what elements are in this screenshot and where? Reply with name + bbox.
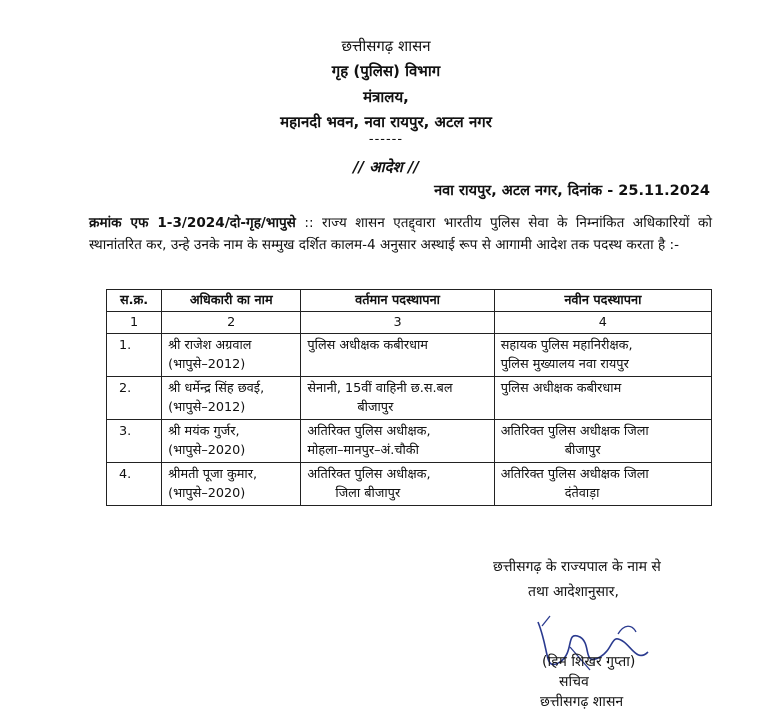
order-title: // आदेश // [353,158,419,176]
current-posting: अतिरिक्त पुलिस अधीक्षक, [307,467,431,482]
signatory-designation: सचिव [559,674,589,690]
new-posting-line2: पुलिस मुख्यालय नवा रायपुर [500,357,629,372]
table-header-row [107,290,712,312]
current-posting-line2: जिला बीजापुर [335,486,401,501]
table-row [107,420,712,463]
col-number: 1 [107,312,162,334]
row-serial: 4. [107,463,162,506]
order-paragraph [89,212,712,256]
officer-name: श्रीमती पूजा कुमार, [168,467,258,482]
ministry-label: मंत्रालय, [363,88,409,106]
current-posting: पुलिस अधीक्षक कबीरधाम [307,338,428,353]
col-header-new-posting: नवीन पदस्थापना [494,290,711,312]
officer-batch: (भापुसे–2020) [168,486,246,501]
current-posting: सेनानी, 15वीं वाहिनी छ.स.बल [307,381,453,396]
new-posting-cell [494,463,711,506]
column-number-row [107,312,712,334]
order-reference: क्रमांक एफ 1-3/2024/दो-गृह/भापुसे [89,215,296,231]
header-divider: ------ [368,132,404,147]
handwritten-signature [520,612,670,682]
officer-cell [162,377,301,420]
address-line: महानदी भवन, नवा रायपुर, अटल नगर [280,113,492,131]
officer-name: श्री धर्मेन्द्र सिंह छवई, [168,381,265,396]
transfer-table [106,289,712,506]
officer-batch: (भापुसे–2020) [168,443,246,458]
current-posting-cell [301,334,494,377]
current-posting-line2: बीजापुर [357,400,394,415]
signatory-government: छत्तीसगढ़ शासन [540,694,624,710]
new-posting-line2: दंतेवाड़ा [564,486,600,501]
col-number: 4 [494,312,711,334]
officer-batch: (भापुसे–2012) [168,400,246,415]
signature-authority-line2: तथा आदेशानुसार, [528,584,619,600]
signature-authority-line1: छत्तीसगढ़ के राज्यपाल के नाम से [493,559,661,575]
current-posting-cell [301,377,494,420]
current-posting: अतिरिक्त पुलिस अधीक्षक, [307,424,431,439]
officer-cell [162,420,301,463]
new-posting: पुलिस अधीक्षक कबीरधाम [500,381,622,396]
officer-cell [162,334,301,377]
table-row [107,377,712,420]
department-name: गृह (पुलिस) विभाग [331,62,441,80]
officer-batch: (भापुसे–2012) [168,357,246,372]
col-number: 3 [301,312,494,334]
table-row [107,334,712,377]
officer-name: श्री राजेश अग्रवाल [168,338,252,353]
col-number: 2 [162,312,301,334]
new-posting-cell [494,377,711,420]
new-posting-cell [494,420,711,463]
officer-cell [162,463,301,506]
current-posting-cell [301,463,494,506]
current-posting-cell [301,420,494,463]
place-date-line: नवा रायपुर, अटल नगर, दिनांक - 25.11.2024 [434,183,710,199]
new-posting: अतिरिक्त पुलिस अधीक्षक जिला [500,424,649,439]
col-header-sno: स.क्र. [107,290,162,312]
new-posting-cell [494,334,711,377]
new-posting: सहायक पुलिस महानिरीक्षक, [500,338,633,353]
row-serial: 3. [107,420,162,463]
govt-name: छत्तीसगढ़ शासन [341,37,431,55]
officer-name: श्री मयंक गुर्जर, [168,424,240,439]
new-posting-line2: बीजापुर [564,443,601,458]
current-posting-line2: मोहला–मानपुर–अं.चौकी [307,443,419,458]
row-serial: 1. [107,334,162,377]
signatory-name: (हिम शिखर गुप्ता) [542,654,636,670]
new-posting: अतिरिक्त पुलिस अधीक्षक जिला [500,467,649,482]
table-row [107,463,712,506]
row-serial: 2. [107,377,162,420]
order-text: :: राज्य शासन एतद्द्वारा भारतीय पुलिस सेवा के निम्नांकित अधिकारियों को स्थानांतरित कर, उन्हे उनके नाम के सम्मुख दर्शित कालम-4 अनुसार अस्थाई रूप से आगामी आदेश तक पदस्थ करता है :- [89,215,712,253]
col-header-current-posting: वर्तमान पदस्थापना [301,290,494,312]
col-header-officer: अधिकारी का नाम [162,290,301,312]
